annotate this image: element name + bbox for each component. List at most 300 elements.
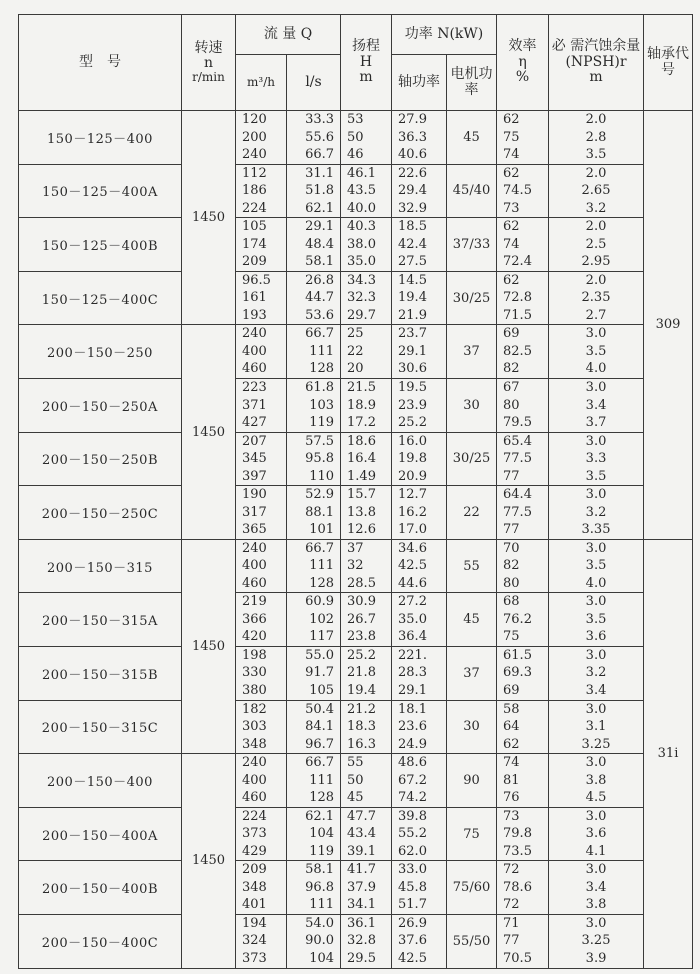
efficiency-cell-value: 76: [503, 790, 520, 806]
flow-ls-cell-value: 95.8: [305, 451, 335, 467]
header-motor-power: 电机功率: [447, 55, 497, 111]
efficiency-cell-value: 62: [503, 219, 520, 235]
npsh-cell: [549, 432, 644, 486]
efficiency-cell-value: 79.5: [503, 415, 532, 431]
flow-ls-cell-value: 128: [309, 790, 335, 806]
shaft-power-cell-value: 28.3: [398, 665, 427, 681]
flow-ls-cell-value: 119: [309, 415, 335, 431]
model-cell: 150－125－400B: [19, 218, 182, 272]
flow-ls-cell-value: 102: [309, 611, 335, 627]
npsh-cell-value: 4.5: [585, 790, 607, 806]
flow-m3h-cell-value: 240: [242, 755, 267, 771]
shaft-power-cell-value: 18.1: [398, 701, 427, 717]
head-cell-value: 29.5: [347, 950, 376, 966]
efficiency-cell-value: 74: [503, 236, 520, 252]
efficiency-cell: [497, 486, 549, 540]
header-flow-ls: l/s: [287, 55, 341, 111]
motor-power-cell: 37/33: [447, 218, 497, 272]
flow-ls-cell-value: 104: [309, 826, 335, 842]
flow-ls-cell: [287, 486, 341, 540]
motor-power-cell: 37: [447, 325, 497, 379]
flow-ls-cell-value: 66.7: [305, 147, 335, 163]
flow-m3h-cell: [236, 700, 287, 754]
head-cell-value: 1.49: [347, 468, 376, 484]
flow-m3h-cell-value: 209: [242, 862, 267, 878]
shaft-power-cell: [392, 486, 447, 540]
flow-ls-cell: [287, 111, 341, 165]
table-row: [19, 164, 693, 218]
shaft-power-cell-value: 48.6: [398, 755, 427, 771]
head-cell-value: 32.3: [347, 290, 376, 306]
flow-ls-cell-value: 60.9: [305, 594, 335, 610]
shaft-power-cell-value: 62.0: [398, 843, 427, 859]
shaft-power-cell-value: 27.9: [398, 112, 427, 128]
flow-m3h-cell-value: 365: [242, 522, 267, 538]
efficiency-cell-value: 69: [503, 682, 520, 698]
npsh-cell-value: 3.0: [585, 433, 607, 449]
table-row: [19, 432, 693, 486]
efficiency-cell-value: 77.5: [503, 504, 532, 520]
efficiency-cell-value: 73.5: [503, 843, 532, 859]
motor-power-cell: 55/50: [447, 914, 497, 968]
npsh-cell: [549, 539, 644, 593]
npsh-cell: [549, 325, 644, 379]
head-cell-value: 38.0: [347, 236, 376, 252]
npsh-cell-value: 2.0: [585, 219, 607, 235]
efficiency-cell-value: 81: [503, 772, 520, 788]
shaft-power-cell-value: 67.2: [398, 772, 427, 788]
npsh-cell-value: 3.0: [585, 594, 607, 610]
flow-ls-cell-value: 31.1: [305, 165, 335, 181]
head-cell-value: 18.9: [347, 397, 376, 413]
flow-ls-cell-value: 110: [309, 468, 335, 484]
flow-ls-cell-value: 111: [309, 772, 335, 788]
flow-ls-cell-value: 96.7: [305, 736, 335, 752]
flow-ls-cell-value: 66.7: [305, 540, 335, 556]
header-head-unit-h: H: [359, 53, 373, 70]
head-cell-value: 37.9: [347, 879, 376, 895]
head-cell-value: 40.3: [347, 219, 376, 235]
head-cell: [341, 486, 392, 540]
flow-m3h-cell-value: 420: [242, 629, 267, 645]
efficiency-cell-value: 74: [503, 755, 520, 771]
head-cell: [341, 593, 392, 647]
table-row: [19, 807, 693, 861]
flow-m3h-cell-value: 224: [242, 808, 267, 824]
table-row: [19, 754, 693, 808]
efficiency-cell: [497, 700, 549, 754]
efficiency-cell: [497, 861, 549, 915]
flow-m3h-cell-value: 460: [242, 361, 267, 377]
head-cell-value: 16.4: [347, 451, 376, 467]
shaft-power-cell-value: 33.0: [398, 862, 427, 878]
speed-cell: 1450: [182, 539, 236, 753]
flow-ls-cell: [287, 754, 341, 808]
efficiency-cell-value: 76.2: [503, 611, 532, 627]
npsh-cell: [549, 754, 644, 808]
efficiency-cell-value: 64.4: [503, 487, 532, 503]
flow-ls-cell-value: 128: [309, 361, 335, 377]
flow-m3h-cell-value: 366: [242, 611, 267, 627]
head-cell-value: 45: [347, 790, 364, 806]
flow-ls-cell-value: 84.1: [305, 719, 335, 735]
header-head-label: 扬程: [352, 38, 381, 55]
npsh-cell-value: 2.0: [585, 165, 607, 181]
npsh-cell-value: 3.4: [585, 879, 607, 895]
flow-ls-cell: [287, 164, 341, 218]
model-cell: 200－150－315C: [19, 700, 182, 754]
npsh-cell: [549, 593, 644, 647]
flow-m3h-cell: [236, 271, 287, 325]
npsh-cell-value: 3.0: [585, 647, 607, 663]
shaft-power-cell-value: 27.2: [398, 594, 427, 610]
shaft-power-cell-value: 25.2: [398, 415, 427, 431]
flow-m3h-cell-value: 400: [242, 772, 267, 788]
shaft-power-cell: [392, 754, 447, 808]
efficiency-cell-value: 74.5: [503, 183, 532, 199]
efficiency-cell-value: 82.5: [503, 343, 532, 359]
header-power: 功率 N(kW): [392, 15, 497, 55]
npsh-cell-value: 3.5: [585, 343, 607, 359]
flow-m3h-cell: [236, 378, 287, 432]
efficiency-cell-value: 62: [503, 736, 520, 752]
flow-m3h-cell-value: 400: [242, 343, 267, 359]
shaft-power-cell-value: 51.7: [398, 897, 427, 913]
shaft-power-cell: [392, 807, 447, 861]
flow-m3h-cell-value: 380: [242, 682, 267, 698]
npsh-cell: [549, 378, 644, 432]
head-cell: [341, 807, 392, 861]
flow-m3h-cell-value: 120: [242, 112, 267, 128]
flow-ls-cell: [287, 807, 341, 861]
shaft-power-cell: [392, 111, 447, 165]
table-row: [19, 111, 693, 165]
npsh-cell: [549, 861, 644, 915]
flow-ls-cell: [287, 593, 341, 647]
flow-ls-cell: [287, 539, 341, 593]
flow-m3h-cell-value: 240: [242, 147, 267, 163]
flow-ls-cell: [287, 271, 341, 325]
shaft-power-cell-value: 20.9: [398, 468, 427, 484]
efficiency-cell-value: 69.3: [503, 665, 532, 681]
efficiency-cell-value: 64: [503, 719, 520, 735]
head-cell-value: 17.2: [347, 415, 376, 431]
header-head-unit-m: m: [359, 69, 373, 86]
model-cell: 200－150－400C: [19, 914, 182, 968]
flow-ls-cell-value: 96.8: [305, 879, 335, 895]
model-cell: 150－125－400A: [19, 164, 182, 218]
flow-ls-cell-value: 54.0: [305, 915, 335, 931]
npsh-cell-value: 2.8: [585, 129, 607, 145]
efficiency-cell-value: 61.5: [503, 647, 532, 663]
head-cell-value: 22: [347, 343, 364, 359]
efficiency-cell: [497, 539, 549, 593]
efficiency-cell-value: 72.8: [503, 290, 532, 306]
flow-ls-cell-value: 117: [309, 629, 335, 645]
flow-m3h-cell: [236, 593, 287, 647]
flow-m3h-cell-value: 240: [242, 540, 267, 556]
flow-m3h-cell-value: 348: [242, 879, 267, 895]
head-cell-value: 35.0: [347, 254, 376, 270]
table-row: [19, 539, 693, 593]
flow-m3h-cell-value: 348: [242, 736, 267, 752]
head-cell: [341, 271, 392, 325]
npsh-cell-value: 3.0: [585, 915, 607, 931]
motor-power-cell: 45: [447, 593, 497, 647]
npsh-cell-value: 3.0: [585, 701, 607, 717]
motor-power-cell: 30: [447, 700, 497, 754]
flow-ls-cell-value: 33.3: [305, 112, 335, 128]
flow-m3h-cell-value: 161: [242, 290, 267, 306]
shaft-power-cell-value: 55.2: [398, 826, 427, 842]
efficiency-cell: [497, 914, 549, 968]
efficiency-cell: [497, 432, 549, 486]
head-cell-value: 39.1: [347, 843, 376, 859]
efficiency-cell-value: 72: [503, 862, 520, 878]
head-cell-value: 26.7: [347, 611, 376, 627]
head-cell-value: 40.0: [347, 200, 376, 216]
efficiency-cell-value: 82: [503, 361, 520, 377]
shaft-power-cell: [392, 218, 447, 272]
flow-ls-cell-value: 58.1: [305, 862, 335, 878]
header-eff-unit-pct: %: [515, 69, 530, 86]
efficiency-cell-value: 79.8: [503, 826, 532, 842]
table-row: [19, 700, 693, 754]
shaft-power-cell-value: 19.5: [398, 380, 427, 396]
flow-ls-cell-value: 57.5: [305, 433, 335, 449]
shaft-power-cell-value: 24.9: [398, 736, 427, 752]
npsh-cell-value: 2.65: [581, 183, 611, 199]
motor-power-cell: 45: [447, 111, 497, 165]
efficiency-cell: [497, 807, 549, 861]
pump-spec-sheet: [18, 14, 692, 968]
efficiency-cell-value: 62: [503, 165, 520, 181]
npsh-cell: [549, 486, 644, 540]
flow-ls-cell-value: 88.1: [305, 504, 335, 520]
flow-m3h-cell-value: 429: [242, 843, 267, 859]
header-head: [341, 15, 392, 111]
header-npsh-unit: m: [589, 69, 603, 86]
head-cell-value: 50: [347, 129, 364, 145]
header-speed-label: 转速: [194, 39, 223, 56]
head-cell-value: 15.7: [347, 487, 376, 503]
npsh-cell-value: 3.4: [585, 682, 607, 698]
motor-power-cell: 22: [447, 486, 497, 540]
model-cell: 200－150－315B: [19, 646, 182, 700]
efficiency-cell: [497, 378, 549, 432]
flow-m3h-cell-value: 193: [242, 307, 267, 323]
npsh-cell: [549, 646, 644, 700]
shaft-power-cell-value: 17.0: [398, 522, 427, 538]
model-cell: 200－150－315A: [19, 593, 182, 647]
npsh-cell-value: 3.0: [585, 540, 607, 556]
shaft-power-cell-value: 37.6: [398, 933, 427, 949]
flow-m3h-cell: [236, 807, 287, 861]
motor-power-cell: 30/25: [447, 432, 497, 486]
head-cell-value: 34.3: [347, 272, 376, 288]
head-cell-value: 32.8: [347, 933, 376, 949]
flow-ls-cell-value: 58.1: [305, 254, 335, 270]
efficiency-cell-value: 75: [503, 129, 520, 145]
flow-ls-cell-value: 104: [309, 950, 335, 966]
efficiency-cell-value: 65.4: [503, 433, 532, 449]
head-cell-value: 28.5: [347, 575, 376, 591]
npsh-cell-value: 3.3: [585, 451, 607, 467]
shaft-power-cell-value: 29.1: [398, 682, 427, 698]
shaft-power-cell: [392, 593, 447, 647]
table-row: [19, 325, 693, 379]
head-cell-value: 21.8: [347, 665, 376, 681]
head-cell-value: 25.2: [347, 647, 376, 663]
flow-m3h-cell-value: 174: [242, 236, 267, 252]
npsh-cell: [549, 164, 644, 218]
flow-m3h-cell: [236, 754, 287, 808]
flow-m3h-cell-value: 182: [242, 701, 267, 717]
model-cell: 200－150－250B: [19, 432, 182, 486]
efficiency-cell-value: 77: [503, 933, 520, 949]
flow-m3h-cell-value: 194: [242, 915, 267, 931]
npsh-cell-value: 3.2: [585, 504, 607, 520]
npsh-cell-value: 4.1: [585, 843, 607, 859]
npsh-cell: [549, 271, 644, 325]
head-cell-value: 36.1: [347, 915, 376, 931]
shaft-power-cell-value: 74.2: [398, 790, 427, 806]
npsh-cell-value: 3.0: [585, 487, 607, 503]
efficiency-cell-value: 77: [503, 468, 520, 484]
flow-ls-cell-value: 50.4: [305, 701, 335, 717]
flow-m3h-cell-value: 401: [242, 897, 267, 913]
head-cell-value: 50: [347, 772, 364, 788]
table-row: [19, 646, 693, 700]
head-cell-value: 34.1: [347, 897, 376, 913]
head-cell-value: 18.3: [347, 719, 376, 735]
npsh-cell-value: 4.0: [585, 575, 607, 591]
header-speed-unit-n: n: [203, 54, 214, 71]
shaft-power-cell-value: 26.9: [398, 915, 427, 931]
efficiency-cell-value: 80: [503, 397, 520, 413]
shaft-power-cell-value: 23.9: [398, 397, 427, 413]
head-cell: [341, 432, 392, 486]
flow-m3h-cell-value: 105: [242, 219, 267, 235]
npsh-cell-value: 3.25: [581, 736, 611, 752]
table-header: [19, 15, 693, 111]
flow-ls-cell-value: 55.0: [305, 647, 335, 663]
shaft-power-cell: [392, 539, 447, 593]
efficiency-cell-value: 80: [503, 575, 520, 591]
header-model: 型 号: [19, 15, 182, 111]
head-cell-value: 32: [347, 558, 364, 574]
flow-ls-cell-value: 105: [309, 682, 335, 698]
shaft-power-cell-value: 42.5: [398, 558, 427, 574]
flow-m3h-cell: [236, 861, 287, 915]
table-row: [19, 378, 693, 432]
flow-m3h-cell-value: 198: [242, 647, 267, 663]
efficiency-cell-value: 71: [503, 915, 520, 931]
flow-m3h-cell: [236, 539, 287, 593]
head-cell-value: 53: [347, 112, 364, 128]
npsh-cell-value: 3.0: [585, 862, 607, 878]
motor-power-cell: 75: [447, 807, 497, 861]
flow-ls-cell-value: 53.6: [305, 307, 335, 323]
flow-ls-cell-value: 55.6: [305, 129, 335, 145]
model-cell: 200－150－250A: [19, 378, 182, 432]
npsh-cell-value: 3.5: [585, 611, 607, 627]
head-cell: [341, 218, 392, 272]
npsh-cell-value: 3.25: [581, 933, 611, 949]
shaft-power-cell-value: 42.5: [398, 950, 427, 966]
npsh-cell-value: 3.8: [585, 897, 607, 913]
efficiency-cell-value: 75: [503, 629, 520, 645]
shaft-power-cell: [392, 325, 447, 379]
shaft-power-cell-value: 19.8: [398, 451, 427, 467]
flow-m3h-cell-value: 460: [242, 575, 267, 591]
flow-m3h-cell-value: 345: [242, 451, 267, 467]
model-cell: 200－150－315: [19, 539, 182, 593]
flow-m3h-cell-value: 371: [242, 397, 267, 413]
header-flow-m3h: m³/h: [236, 55, 287, 111]
head-cell-value: 46: [347, 147, 364, 163]
table-body: [19, 111, 693, 969]
motor-power-cell: 30: [447, 378, 497, 432]
head-cell-value: 30.9: [347, 594, 376, 610]
flow-m3h-cell-value: 219: [242, 594, 267, 610]
shaft-power-cell: [392, 432, 447, 486]
efficiency-cell-value: 62: [503, 272, 520, 288]
flow-m3h-cell-value: 427: [242, 415, 267, 431]
head-cell-value: 21.5: [347, 380, 376, 396]
motor-power-cell: 55: [447, 539, 497, 593]
npsh-cell-value: 3.2: [585, 200, 607, 216]
header-flow: 流 量 Q: [236, 15, 341, 55]
npsh-cell-value: 2.35: [581, 290, 611, 306]
npsh-cell-value: 2.0: [585, 272, 607, 288]
model-cell: 200－150－250: [19, 325, 182, 379]
head-cell: [341, 646, 392, 700]
flow-m3h-cell-value: 460: [242, 790, 267, 806]
table-row: [19, 914, 693, 968]
efficiency-cell-value: 78.6: [503, 879, 532, 895]
flow-m3h-cell-value: 112: [242, 165, 267, 181]
flow-m3h-cell-value: 303: [242, 719, 267, 735]
flow-m3h-cell-value: 397: [242, 468, 267, 484]
flow-m3h-cell-value: 324: [242, 933, 267, 949]
flow-m3h-cell: [236, 486, 287, 540]
bearing-cell: 31i: [644, 539, 693, 968]
flow-ls-cell-value: 52.9: [305, 487, 335, 503]
header-eff-label: 效率: [508, 38, 537, 55]
header-bearing: 轴承代号: [644, 15, 693, 111]
flow-m3h-cell-value: 209: [242, 254, 267, 270]
npsh-cell-value: 3.6: [585, 629, 607, 645]
header-eff-unit-eta: η: [518, 53, 527, 70]
efficiency-cell-value: 71.5: [503, 307, 532, 323]
flow-ls-cell-value: 111: [309, 558, 335, 574]
shaft-power-cell-value: 21.9: [398, 307, 427, 323]
shaft-power-cell: [392, 700, 447, 754]
npsh-cell-value: 2.95: [581, 254, 611, 270]
table-row: [19, 861, 693, 915]
efficiency-cell-value: 68: [503, 594, 520, 610]
flow-m3h-cell-value: 200: [242, 129, 267, 145]
npsh-cell-value: 3.0: [585, 326, 607, 342]
npsh-cell-value: 3.5: [585, 147, 607, 163]
efficiency-cell-value: 70.5: [503, 950, 532, 966]
npsh-cell: [549, 700, 644, 754]
efficiency-cell: [497, 164, 549, 218]
flow-ls-cell: [287, 325, 341, 379]
head-cell-value: 55: [347, 755, 364, 771]
efficiency-cell-value: 73: [503, 200, 520, 216]
